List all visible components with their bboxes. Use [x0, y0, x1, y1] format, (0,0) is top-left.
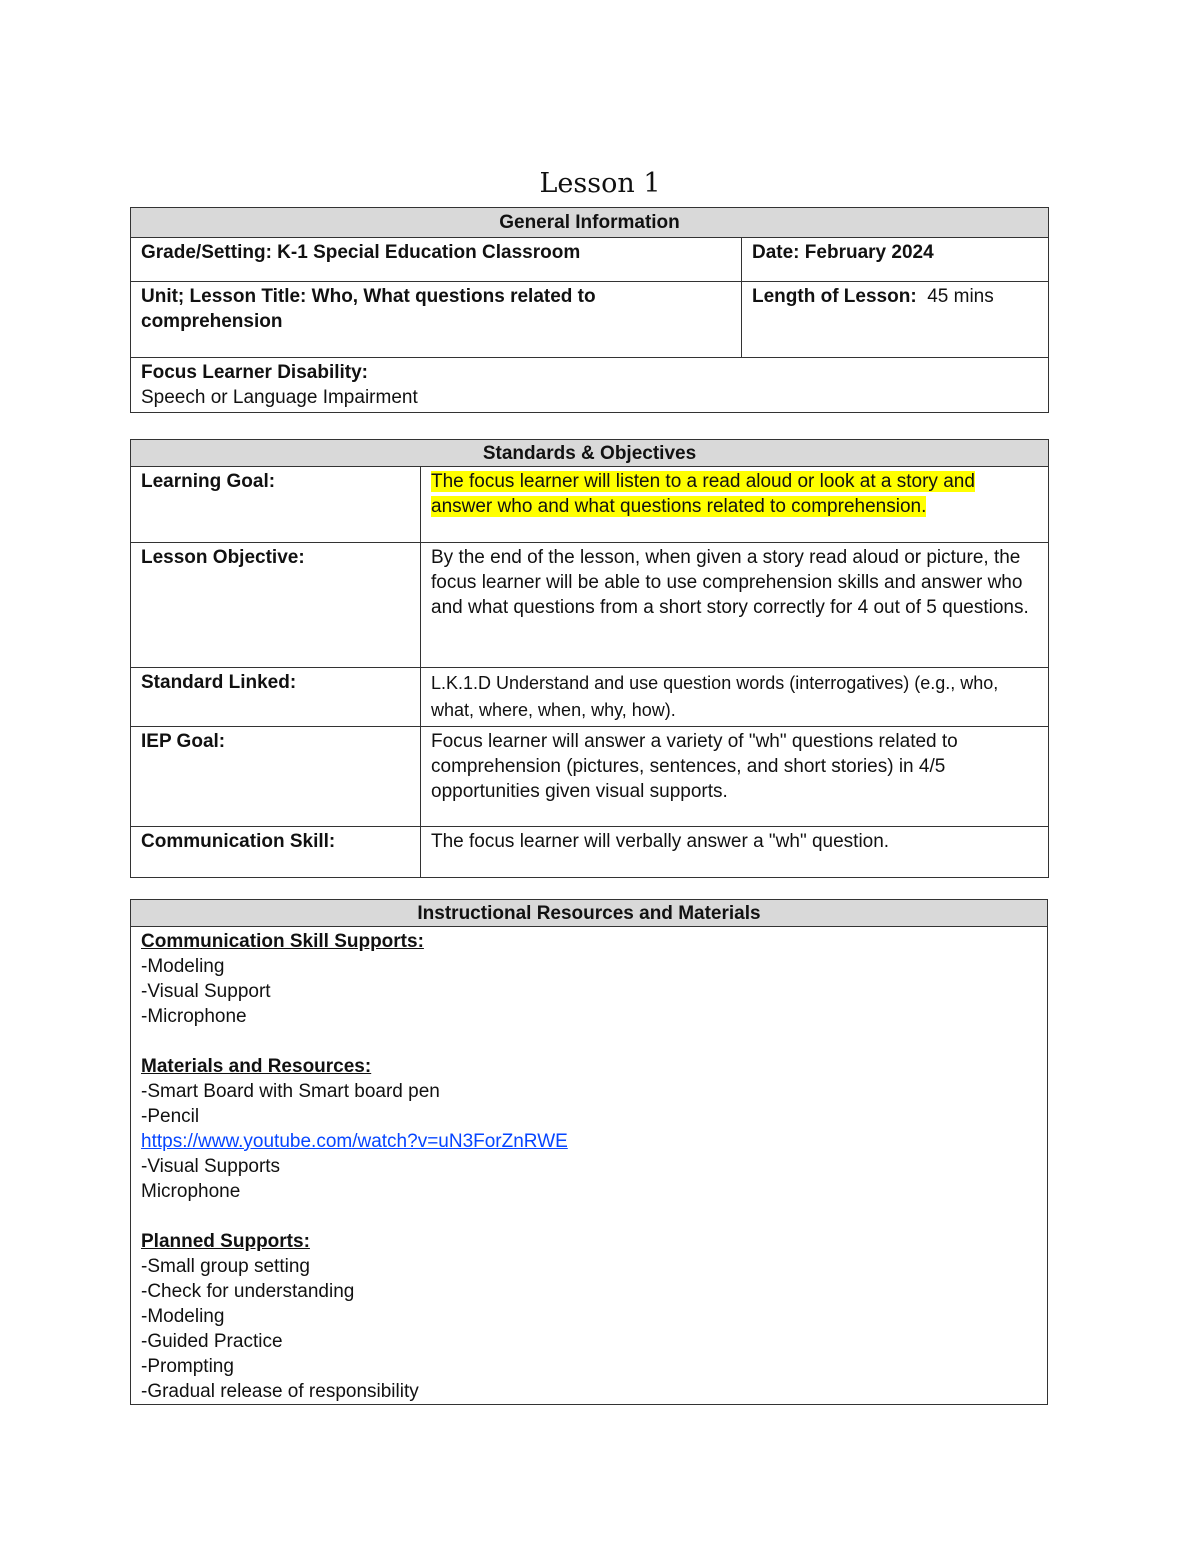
- standard-linked-value: L.K.1.D Understand and use question words (interrogatives) (e.g., who, what, where, when, why, how).: [421, 668, 1049, 727]
- lesson-objective-value: By the end of the lesson, when given a story read aloud or picture, the focus learner will be able to use comprehension skills and answer who and what questions from a short story correctly for 4 out of 5 questions.: [421, 543, 1049, 668]
- lesson-date: Date: February 2024: [742, 238, 1049, 282]
- general-information-table: [130, 207, 1049, 413]
- general-information-header: General Information: [131, 208, 1049, 238]
- youtube-link[interactable]: https://www.youtube.com/watch?v=uN3ForZnRWE: [141, 1131, 568, 1152]
- instructional-resources-table: [130, 899, 1048, 1405]
- list-item: -Modeling: [141, 956, 225, 977]
- list-item: Microphone: [141, 1181, 241, 1202]
- list-item: -Modeling: [141, 1306, 225, 1327]
- standards-objectives-header: Standards & Objectives: [131, 440, 1049, 467]
- planned-supports-heading: Planned Supports:: [141, 1231, 310, 1252]
- communication-skill-label: Communication Skill:: [131, 827, 421, 878]
- list-item: -Guided Practice: [141, 1331, 283, 1352]
- materials-heading: Materials and Resources:: [141, 1056, 372, 1077]
- list-item: -Smart Board with Smart board pen: [141, 1081, 440, 1102]
- communication-skill-value: The focus learner will verbally answer a "wh" question.: [421, 827, 1049, 878]
- resources-body: [131, 927, 1048, 1405]
- instructional-resources-header: Instructional Resources and Materials: [131, 900, 1048, 927]
- list-item: -Check for understanding: [141, 1281, 355, 1302]
- learning-goal-text: The focus learner will listen to a read aloud or look at a story and answer who and what questions related to comprehension.: [431, 471, 975, 517]
- learning-goal-value: [421, 467, 1049, 543]
- lesson-length: [742, 282, 1049, 358]
- standards-objectives-table: [130, 439, 1049, 878]
- grade-setting: Grade/Setting: K-1 Special Education Classroom: [131, 238, 742, 282]
- iep-goal-value: Focus learner will answer a variety of "wh" questions related to comprehension (pictures, sentences, and short stories) in 4/5 opportunities given visual supports.: [421, 727, 1049, 827]
- standard-linked-label: Standard Linked:: [131, 668, 421, 727]
- page-title: Lesson 1: [539, 168, 661, 199]
- unit-lesson-title: Unit; Lesson Title: Who, What questions related to comprehension: [131, 282, 742, 358]
- communication-supports-heading: Communication Skill Supports:: [141, 931, 424, 952]
- list-item: -Visual Support: [141, 981, 271, 1002]
- lesson-length-value: 45 mins: [927, 286, 994, 307]
- disability-value: Speech or Language Impairment: [141, 387, 418, 408]
- list-item: -Gradual release of responsibility: [141, 1381, 419, 1402]
- learning-goal-label: Learning Goal:: [131, 467, 421, 543]
- list-item: -Microphone: [141, 1006, 247, 1027]
- iep-goal-label: IEP Goal:: [131, 727, 421, 827]
- list-item: -Visual Supports: [141, 1156, 281, 1177]
- list-item: -Prompting: [141, 1356, 234, 1377]
- list-item: -Pencil: [141, 1106, 200, 1127]
- lesson-length-label: Length of Lesson:: [752, 286, 917, 307]
- list-item: -Small group setting: [141, 1256, 310, 1277]
- lesson-objective-label: Lesson Objective:: [131, 543, 421, 668]
- disability-label: Focus Learner Disability:: [141, 362, 369, 383]
- focus-learner-disability: [131, 358, 1049, 413]
